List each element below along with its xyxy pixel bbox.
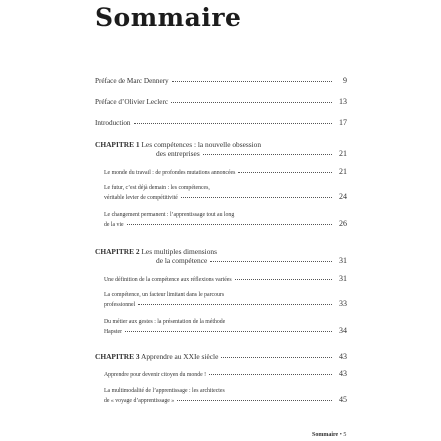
toc-section[interactable] [104, 291, 347, 308]
toc-entry[interactable] [95, 118, 347, 127]
chapter-number: CHAPITRE 1 [95, 140, 140, 149]
section-label-cont: de la vie [104, 222, 124, 228]
chapter-number: CHAPITRE 3 [95, 352, 140, 361]
toc-entry-page: 17 [339, 118, 347, 127]
section-page: 21 [339, 167, 347, 176]
toc-entry-label: Préface de Marc Dennery [95, 77, 169, 85]
section-page: 24 [339, 192, 347, 201]
leader-dots [181, 197, 332, 198]
leader-dots [127, 224, 332, 225]
toc-entry-page: 9 [343, 76, 347, 85]
chapter-page: 31 [339, 256, 347, 265]
page-title: Sommaire [95, 3, 242, 32]
section-label: Le changement permanent : l’apprentissage tout au long [104, 212, 235, 218]
chapter-page: 43 [339, 352, 347, 361]
chapter-title-line2: de la compétence [156, 256, 208, 265]
chapter-title-line1: Les compétences : la nouvelle obsession [141, 140, 262, 149]
toc-section[interactable] [104, 369, 347, 378]
section-page: 45 [339, 395, 347, 404]
section-label-cont: Hapster [104, 329, 123, 335]
chapter-heading[interactable] [95, 140, 347, 158]
section-label-cont: véritable levier de compétitivité [104, 195, 178, 201]
section-label: La multimodalité de l’apprentissage : les architectes [104, 388, 225, 394]
toc-section[interactable] [104, 167, 347, 176]
section-label-cont: de « voyage d’apprentissage » [104, 398, 175, 404]
section-label: Du métier aux gestes : la présentation de la méthode [104, 319, 226, 325]
section-label: Une définition de la compétence aux réflexions variées [104, 277, 232, 283]
leader-dots [177, 400, 332, 401]
page-footer [312, 432, 346, 438]
section-label: Apprendre pour devenir citoyen du monde ! [104, 372, 207, 378]
section-label: Le monde du travail : de profondes mutations annoncées [104, 170, 236, 176]
section-page: 34 [339, 326, 347, 335]
section-label: Le futur, c’est déjà demain : les compétences, [104, 185, 210, 191]
toc-section[interactable] [104, 318, 347, 335]
chapter-title-line1: Les multiples dimensions [141, 247, 217, 256]
leader-dots [134, 123, 332, 124]
section-page: 33 [339, 299, 347, 308]
section-page: 31 [339, 274, 347, 283]
leader-dots [138, 304, 332, 305]
footer-page-number: 5 [343, 432, 347, 438]
leader-dots [210, 261, 332, 262]
toc-entry[interactable] [95, 76, 347, 85]
section-label: La compétence, un facteur limitant dans le parcours [104, 292, 225, 298]
leader-dots [209, 374, 332, 375]
toc-section[interactable] [104, 274, 347, 283]
leader-dots [171, 102, 332, 103]
toc-entry-label: Préface d’Olivier Leclerc [95, 98, 169, 106]
toc-section[interactable] [104, 387, 347, 404]
section-label-cont: professionnel [104, 302, 136, 308]
toc-section[interactable] [104, 211, 347, 228]
chapter-title-line2: des entreprises [156, 149, 200, 158]
section-page: 43 [339, 369, 347, 378]
toc-entry[interactable] [95, 97, 347, 106]
toc-entry-page: 13 [339, 97, 347, 106]
chapter-page: 21 [339, 149, 347, 158]
leader-dots [221, 357, 332, 358]
chapter-heading[interactable] [95, 352, 347, 361]
footer-label: Sommaire [312, 432, 339, 438]
leader-dots [238, 172, 332, 173]
toc-section[interactable] [104, 184, 347, 201]
leader-dots [235, 279, 332, 280]
leader-dots [172, 81, 332, 82]
toc-entry-label: Introduction [95, 119, 131, 127]
leader-dots [125, 331, 332, 332]
section-page: 26 [339, 219, 347, 228]
chapter-number: CHAPITRE 2 [95, 247, 140, 256]
chapter-title-line1: Apprendre au XXIe siècle [141, 352, 219, 361]
footer-separator: • [339, 432, 342, 438]
chapter-heading[interactable] [95, 247, 347, 265]
leader-dots [203, 154, 332, 155]
